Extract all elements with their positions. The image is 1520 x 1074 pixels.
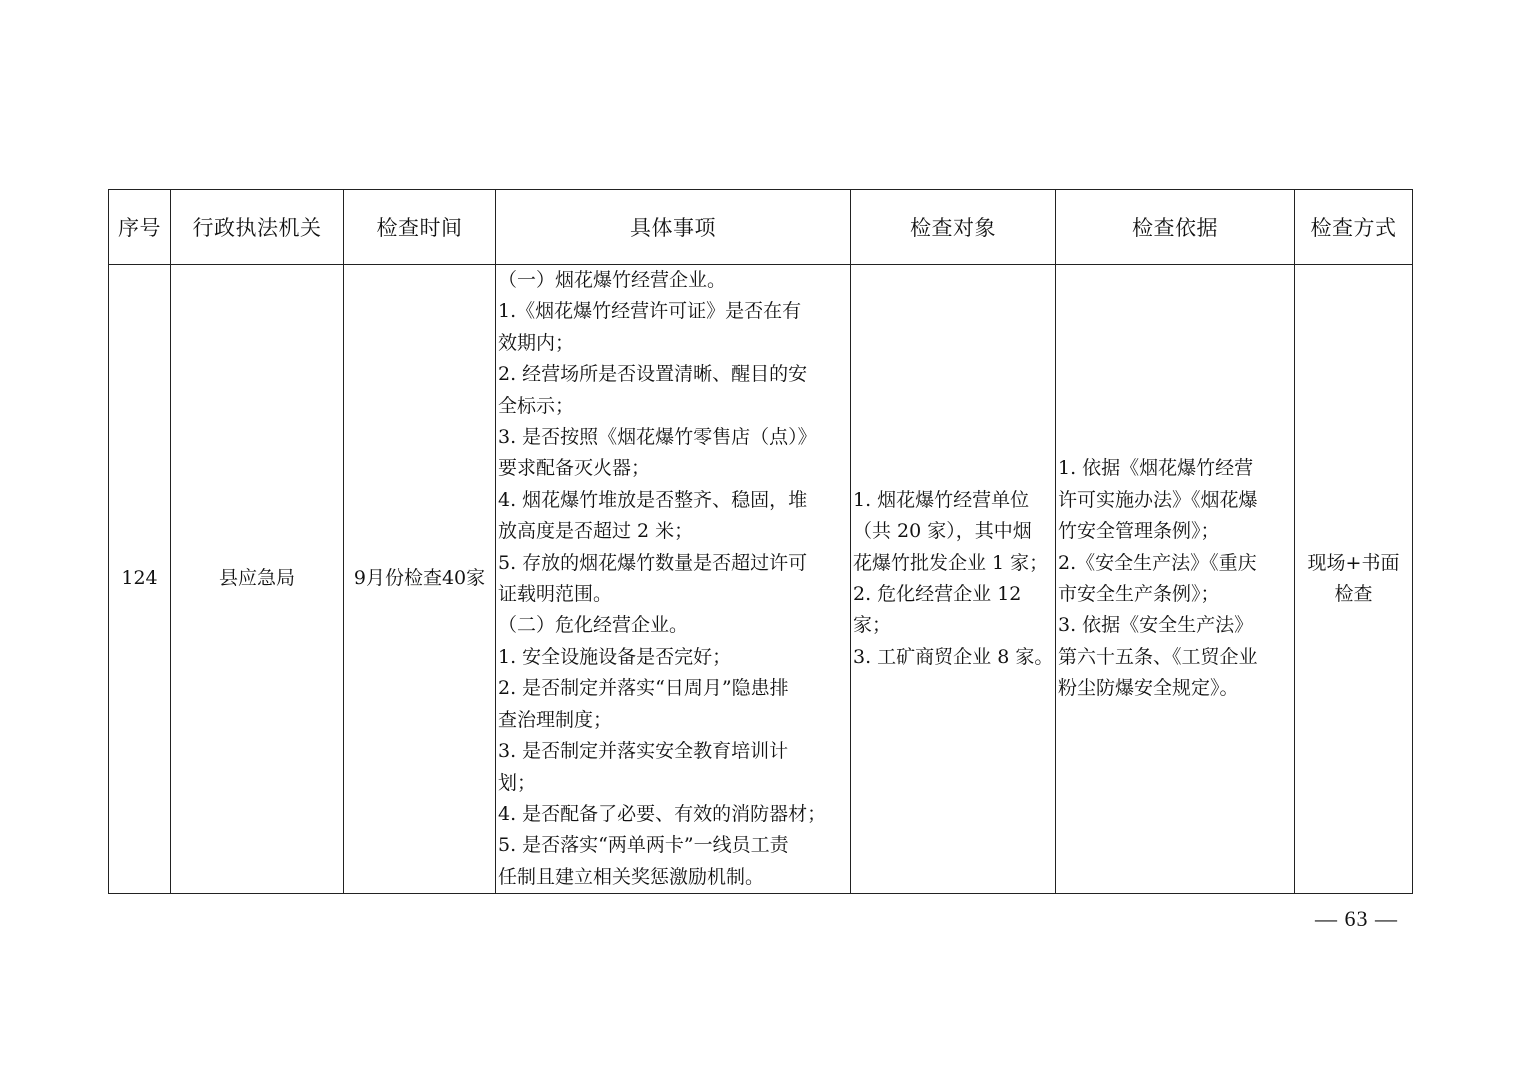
header-items: 具体事项 (496, 190, 851, 265)
item-line: 4. 烟花爆竹堆放是否整齐、稳固，堆 (498, 488, 808, 511)
basis-line: 3. 依据《安全生产法》 (1058, 614, 1254, 637)
item-line: 4. 是否配备了必要、有效的消防器材； (498, 802, 827, 825)
basis-line: 竹安全管理条例》； (1058, 520, 1220, 543)
basis-line: 许可实施办法》《烟花爆 (1058, 488, 1258, 511)
target-line: 花爆竹批发企业 1 家； (853, 551, 1049, 574)
header-row (109, 190, 1413, 265)
target-line: 3. 工矿商贸企业 8 家。 (853, 645, 1054, 668)
header-time: 检查时间 (344, 190, 496, 265)
item-line: 放高度是否超过 2 米； (498, 520, 694, 543)
target-line: 2. 危化经营企业 12 (853, 583, 1022, 606)
basis-line: 粉尘防爆安全规定》。 (1058, 677, 1239, 700)
header-targets: 检查对象 (851, 190, 1056, 265)
item-line: 查治理制度； (498, 708, 613, 731)
item-line: 5. 是否落实“两单两卡”一线员工责 (498, 834, 789, 857)
basis-line: 市安全生产条例》； (1058, 583, 1220, 606)
item-line: （一）烟花爆竹经营企业。 (498, 269, 727, 291)
basis-line: 2.《安全生产法》《重庆 (1058, 551, 1257, 574)
cell-targets (851, 265, 1056, 894)
cell-items (496, 265, 851, 894)
item-line: 划； (498, 771, 537, 794)
target-line: （共 20 家），其中烟 (853, 520, 1032, 543)
table-row (109, 265, 1413, 894)
item-line: 全标示； (498, 394, 575, 417)
target-line: 家； (853, 614, 892, 637)
item-line: 2. 是否制定并落实“日周月”隐患排 (498, 677, 789, 700)
page-number: — 63 — (1315, 906, 1398, 931)
cell-agency: 县应急局 (171, 265, 344, 894)
method-line: 检查 (1334, 583, 1373, 606)
inspection-plan-table (108, 189, 1413, 894)
header-agency: 行政执法机关 (171, 190, 344, 265)
item-line: 1.《烟花爆竹经营许可证》是否在有 (498, 300, 802, 323)
item-line: 3. 是否按照《烟花爆竹零售店（点）》 (498, 426, 817, 449)
item-line: 2. 经营场所是否设置清晰、醒目的安 (498, 363, 808, 386)
item-line: 1. 安全设施设备是否完好； (498, 645, 732, 668)
item-line: 任制且建立相关奖惩激励机制。 (498, 865, 765, 888)
cell-method (1295, 265, 1413, 894)
header-basis: 检查依据 (1056, 190, 1295, 265)
cell-time: 9月份检查40家 (344, 265, 496, 894)
target-line: 1. 烟花爆竹经营单位 (853, 488, 1030, 511)
item-line: 要求配备灭火器； (498, 457, 651, 480)
header-index: 序号 (109, 190, 171, 265)
item-line: （二）危化经营企业。 (498, 614, 689, 637)
header-method: 检查方式 (1295, 190, 1413, 265)
cell-index: 124 (109, 265, 171, 894)
item-line: 效期内； (498, 331, 575, 354)
item-line: 证载明范围。 (498, 583, 613, 606)
method-line: 现场+书面 (1307, 551, 1400, 574)
basis-line: 第六十五条、《工贸企业 (1058, 645, 1258, 668)
item-line: 3. 是否制定并落实安全教育培训计 (498, 740, 789, 763)
item-line: 5. 存放的烟花爆竹数量是否超过许可 (498, 551, 808, 574)
cell-basis (1056, 265, 1295, 894)
basis-line: 1. 依据《烟花爆竹经营 (1058, 457, 1254, 480)
